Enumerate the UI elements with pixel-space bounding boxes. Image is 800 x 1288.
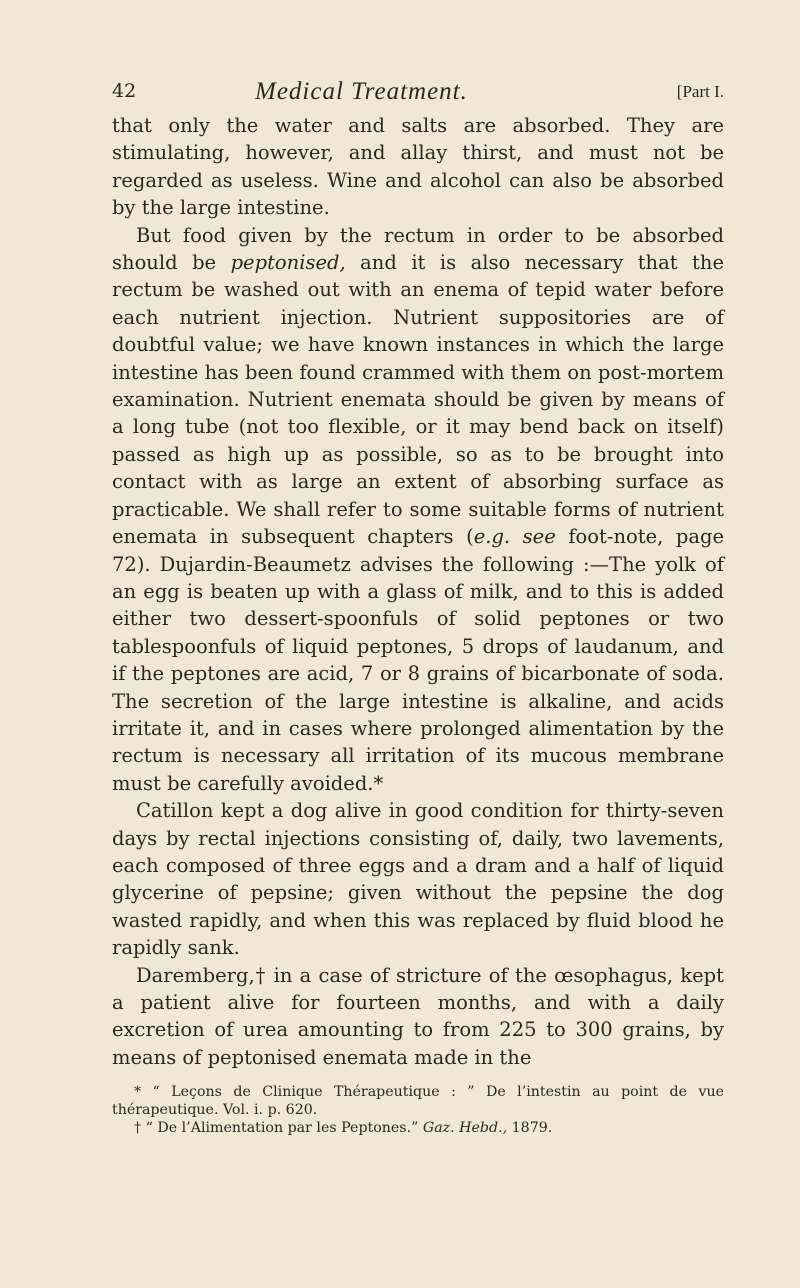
paragraph-2-emphasis-b: e.g. see — [473, 525, 556, 549]
paragraph-2-text-a: But food given by the rectum in order to be absorbed should be — [112, 223, 724, 275]
paragraph-3: Catillon kept a dog alive in good condition for thirty-seven days by rectal injections consisting of, daily, two lavements, each composed of three eggs and a dram and a half of liquid glycerine of pepsine; given without the pepsine the dog wasted rapidly, and when this was replaced by fluid blood he rapidly sank. — [112, 799, 724, 960]
part-label: [Part I. — [676, 82, 724, 101]
paragraph-2 — [112, 222, 724, 798]
footnote-2-year: 1879. — [507, 1120, 553, 1137]
footnotes — [112, 1083, 724, 1137]
footnote-2-text: † “ De l’Alimentation par les Peptones.” — [134, 1120, 423, 1137]
running-title: Medical Treatment. — [255, 78, 468, 105]
paragraph-2-emphasis-a: peptonised, — [230, 251, 346, 275]
footnote-2-source: Gaz. Hebd., — [422, 1120, 508, 1137]
book-page — [112, 78, 724, 1137]
paragraph-4: Daremberg,† in a case of stricture of the œsophagus, kept a patient alive for fourteen months, and with a daily excretion of urea amounting to from 225 to 300 grains, by means of peptonised enemata made in the — [112, 963, 724, 1069]
body-text — [112, 112, 724, 1071]
paragraph-1: that only the water and salts are absorbed. They are stimulating, however, and allay thirst, and must not be regarded as useless. Wine and alcohol can also be absorbed by the large intestine. — [112, 114, 724, 220]
paragraph-2-text-b: and it is also necessary that the rectum be washed out with an enema of tepid water before each nutrient injection. Nutrient suppositories are of doubtful value; we have known instances in which the large intestine has been found crammed with them on post-mortem examination. Nutrient enemata should be given by means of a long tube (not too flexible, or it may bend back on itself) passed as high up as possible, so as to be brought into contact with as large an extent of absorbing surface as practicable. We shall refer to some suitable forms of nutrient enemata in subsequent chapters ( — [112, 251, 724, 549]
footnote-2 — [112, 1119, 724, 1137]
paragraph-2-text-c: foot-note, page 72). Dujardin-Beaumetz advises the following :—The yolk of an egg is beaten up with a glass of milk, and to this is added either two dessert-spoonfuls of solid peptones or two tablespoonfuls of liquid peptones, 5 drops of laudanum, and if the peptones are acid, 7 or 8 grains of bicarbonate of soda. The secretion of the large intestine is alkaline, and acids irritate it, and in cases where prolonged alimentation by the rectum is necessary all irritation of its mucous membrane must be carefully avoided.* — [112, 525, 724, 795]
footnote-1: * “ Leçons de Clinique Thérapeutique : ” De l’intestin au point de vue thérapeutique. Vol. i. p. 620. — [112, 1084, 724, 1119]
running-head — [112, 78, 724, 112]
page-number: 42 — [112, 80, 137, 102]
